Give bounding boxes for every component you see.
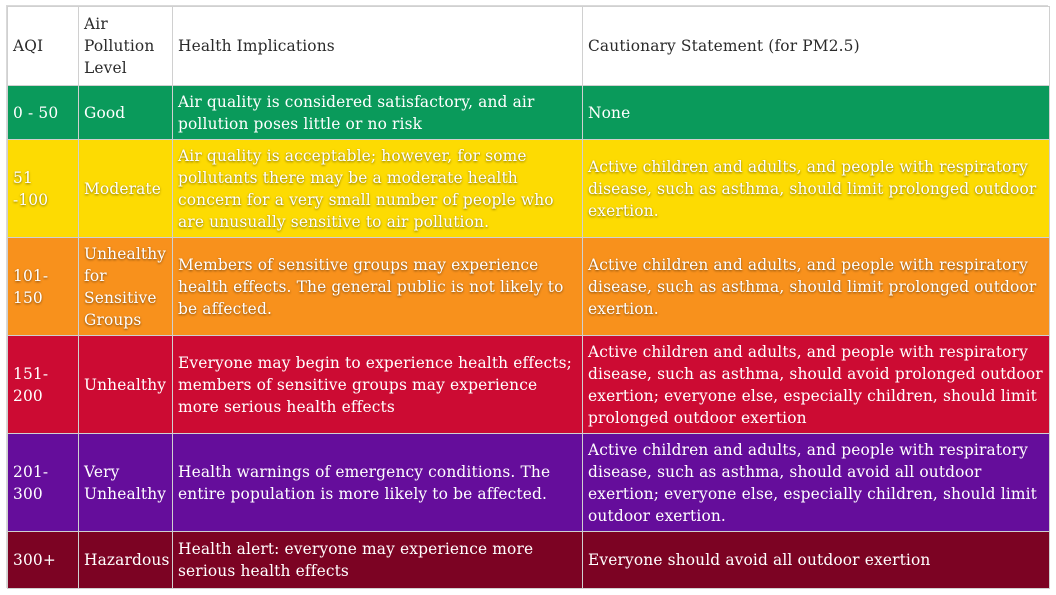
header-cautionary-statement: Cautionary Statement (for PM2.5) — [583, 7, 1050, 86]
cell-aqi-range: 151-200 — [8, 336, 79, 434]
table-row-unhealthy — [8, 336, 1050, 434]
cell-pollution-level: Unhealthy for Sensitive Groups — [79, 238, 173, 336]
cell-pollution-level: Very Unhealthy — [79, 434, 173, 532]
cell-pollution-level: Good — [79, 86, 173, 140]
table-row-good — [8, 86, 1050, 140]
header-air-pollution-level: Air Pollution Level — [79, 7, 173, 86]
cell-health-implications: Health warnings of emergency conditions. The entire population is more likely to be affected. — [173, 434, 583, 532]
header-aqi: AQI — [8, 7, 79, 86]
cell-health-implications: Health alert: everyone may experience more serious health effects — [173, 532, 583, 589]
aqi-table — [7, 6, 1050, 589]
cell-cautionary-statement: Everyone should avoid all outdoor exertion — [583, 532, 1050, 589]
cell-cautionary-statement: Active children and adults, and people with respiratory disease, such as asthma, should avoid all outdoor exertion; everyone else, especially children, should limit outdoor exertion. — [583, 434, 1050, 532]
cell-pollution-level: Unhealthy — [79, 336, 173, 434]
cell-health-implications: Air quality is acceptable; however, for some pollutants there may be a moderate health concern for a very small number of people who are unusually sensitive to air pollution. — [173, 140, 583, 238]
cell-pollution-level: Moderate — [79, 140, 173, 238]
cell-health-implications: Everyone may begin to experience health effects; members of sensitive groups may experience more serious health effects — [173, 336, 583, 434]
table-header-row — [8, 7, 1050, 86]
cell-aqi-range: 101-150 — [8, 238, 79, 336]
header-health-implications: Health Implications — [173, 7, 583, 86]
cell-pollution-level: Hazardous — [79, 532, 173, 589]
table-row-very-unhealthy — [8, 434, 1050, 532]
cell-aqi-range: 201-300 — [8, 434, 79, 532]
table-row-unhealthy-for-sensitive-groups — [8, 238, 1050, 336]
cell-aqi-range: 0 - 50 — [8, 86, 79, 140]
cell-aqi-range: 300+ — [8, 532, 79, 589]
cell-aqi-range: 51 -100 — [8, 140, 79, 238]
cell-cautionary-statement: None — [583, 86, 1050, 140]
cell-health-implications: Members of sensitive groups may experience health effects. The general public is not likely to be affected. — [173, 238, 583, 336]
cell-cautionary-statement: Active children and adults, and people with respiratory disease, such as asthma, should limit prolonged outdoor exertion. — [583, 140, 1050, 238]
table-row-moderate — [8, 140, 1050, 238]
cell-cautionary-statement: Active children and adults, and people with respiratory disease, such as asthma, should limit prolonged outdoor exertion. — [583, 238, 1050, 336]
cell-cautionary-statement: Active children and adults, and people with respiratory disease, such as asthma, should avoid prolonged outdoor exertion; everyone else, especially children, should limit prolonged outdoor exertion — [583, 336, 1050, 434]
aqi-table-container — [6, 5, 1048, 588]
table-row-hazardous — [8, 532, 1050, 589]
cell-health-implications: Air quality is considered satisfactory, and air pollution poses little or no risk — [173, 86, 583, 140]
